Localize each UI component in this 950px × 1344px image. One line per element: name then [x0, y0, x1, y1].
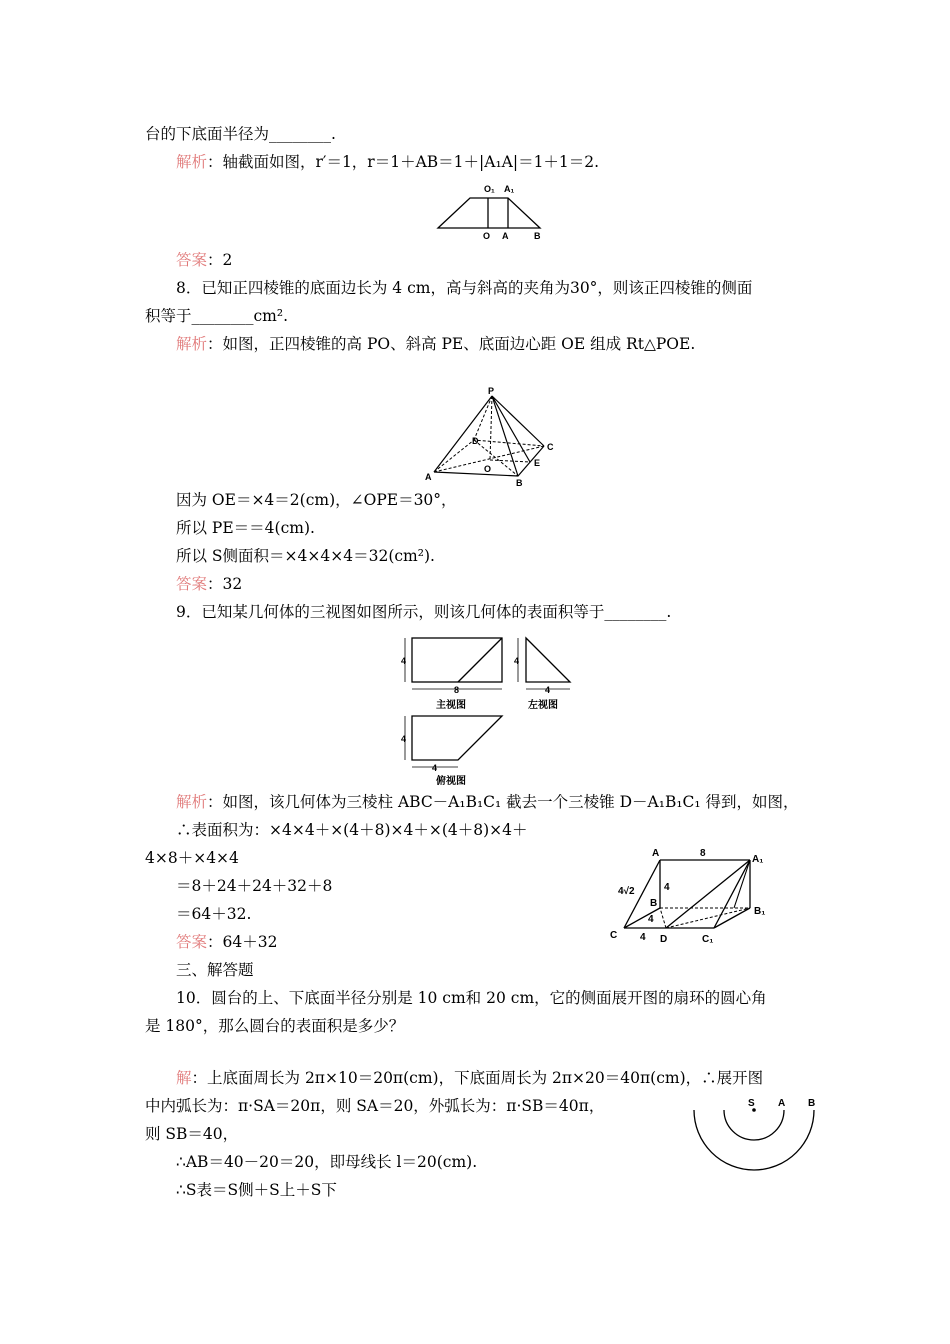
label-C: C — [610, 930, 618, 941]
dim-left-height: 4 — [514, 656, 520, 666]
q9-analysis — [176, 792, 799, 812]
label-B: B — [534, 231, 541, 241]
section-heading: 三、解答题 — [176, 961, 254, 979]
q7-analysis — [176, 152, 599, 172]
label-D: D — [472, 436, 479, 446]
q10-line1: 10．圆台的上、下底面半径分别是 10 cm和 20 cm，它的侧面展开图的扇环的圆心角 — [176, 989, 767, 1007]
solution-label: 解 — [176, 1069, 192, 1087]
sector-ring-figure — [686, 1094, 828, 1186]
q8-step1: 因为 OE＝×4＝2(cm)，∠OPE＝30°， — [176, 491, 457, 509]
label-O: O — [484, 464, 492, 474]
analysis-label: 解析 — [176, 335, 208, 353]
three-views-figure — [398, 632, 588, 788]
q10-solution-4: ∴AB＝40－20＝20，即母线长 l＝20(cm). — [176, 1153, 478, 1171]
q8-analysis — [176, 334, 695, 354]
pyramid-figure — [420, 384, 570, 490]
answer-value: ：2 — [207, 251, 233, 269]
q10-solution-5: ∴S表＝S侧＋S上＋S下 — [176, 1181, 337, 1199]
label-B: B — [516, 478, 523, 488]
front-view-label: 主视图 — [436, 700, 466, 711]
label-A: A — [652, 848, 660, 859]
analysis-text: ：轴截面如图，r′＝1，r＝1＋AB＝1＋|A₁A|＝1＋1＝2. — [207, 153, 600, 171]
label-D: D — [660, 934, 668, 945]
analysis-label: 解析 — [176, 793, 208, 811]
dim-top-height: 4 — [401, 734, 407, 744]
dim-left-width: 4 — [545, 685, 551, 695]
answer-9 — [176, 932, 277, 952]
q8-step3: 所以 S侧面积＝×4×4×4＝32(cm²). — [176, 547, 435, 565]
label-C: C — [547, 442, 554, 452]
analysis-label: 解析 — [176, 153, 208, 171]
q10-solution-3: 则 SB＝40， — [145, 1125, 239, 1143]
edge-8: 8 — [700, 848, 706, 859]
q10-line2: 是 180°，那么圆台的表面积是多少？ — [145, 1017, 405, 1035]
dim-front-height: 4 — [401, 656, 407, 666]
analysis-text: ：如图，该几何体为三棱柱 ABC－A₁B₁C₁ 截去一个三棱锥 D－A₁B₁C₁ 得到，如图， — [207, 793, 799, 811]
analysis-text: ：如图，正四棱锥的高 PO、斜高 PE、底面边心距 OE 组成 Rt△POE. — [207, 335, 696, 353]
edge-4-vertical: 4 — [664, 882, 670, 893]
label-A1: A₁ — [504, 184, 515, 194]
dim-top-width: 4 — [432, 763, 438, 773]
q10-solution-2: 中内弧长为：π·SA＝20π，则 SA＝20，外弧长为：π·SB＝40π， — [145, 1097, 605, 1115]
q7-tail: 台的下底面半径为________. — [145, 125, 336, 143]
label-A: A — [778, 1098, 786, 1109]
q9-calc3: ＝8＋24＋24＋32＋8 — [176, 877, 333, 895]
q10-solution-1 — [176, 1068, 763, 1088]
frustum-axial-section-figure — [430, 176, 550, 242]
left-view-label: 左视图 — [528, 700, 558, 711]
label-C1: C₁ — [702, 934, 714, 945]
q9-calc1: ∴表面积为：×4×4＋×(4＋8)×4＋×(4＋8)×4＋ — [176, 821, 528, 839]
label-P: P — [488, 386, 495, 396]
top-view-label: 俯视图 — [436, 776, 466, 787]
q9-calc4: ＝64＋32. — [176, 905, 252, 923]
q8-step2: 所以 PE＝＝4(cm). — [176, 519, 315, 537]
solution-text: ：上底面周长为 2π×10＝20π(cm)，下底面周长为 2π×20＝40π(cm)，∴展开图 — [191, 1069, 764, 1087]
label-O1: O₁ — [484, 184, 495, 194]
answer-value: ：64＋32 — [207, 933, 278, 951]
answer-label: 答案 — [176, 251, 208, 269]
answer-label: 答案 — [176, 575, 208, 593]
label-A: A — [502, 231, 509, 241]
q9-calc2: 4×8＋×4×4 — [145, 849, 239, 867]
label-B1: B₁ — [754, 906, 766, 917]
label-O: O — [483, 231, 491, 241]
label-B: B — [808, 1098, 816, 1109]
label-S: S — [748, 1098, 755, 1109]
q8-line2: 积等于________cm². — [145, 307, 289, 325]
answer-label: 答案 — [176, 933, 208, 951]
answer-value: ：32 — [207, 575, 243, 593]
q8-line1: 8．已知正四棱锥的底面边长为 4 cm，高与斜高的夹角为30°，则该正四棱锥的侧面 — [176, 279, 753, 297]
label-A1: A₁ — [752, 854, 764, 865]
label-B: B — [650, 898, 658, 909]
edge-4-inner: 4 — [648, 914, 654, 925]
answer-7 — [176, 250, 232, 270]
label-E: E — [534, 458, 541, 468]
q9-line: 9．已知某几何体的三视图如图所示，则该几何体的表面积等于________. — [176, 603, 672, 621]
prism-figure — [604, 842, 780, 946]
answer-8 — [176, 574, 242, 594]
dim-front-width: 8 — [454, 685, 460, 695]
edge-4-bottom: 4 — [640, 932, 646, 943]
edge-4-root-2: 4√2 — [618, 886, 635, 897]
label-A: A — [425, 472, 432, 482]
